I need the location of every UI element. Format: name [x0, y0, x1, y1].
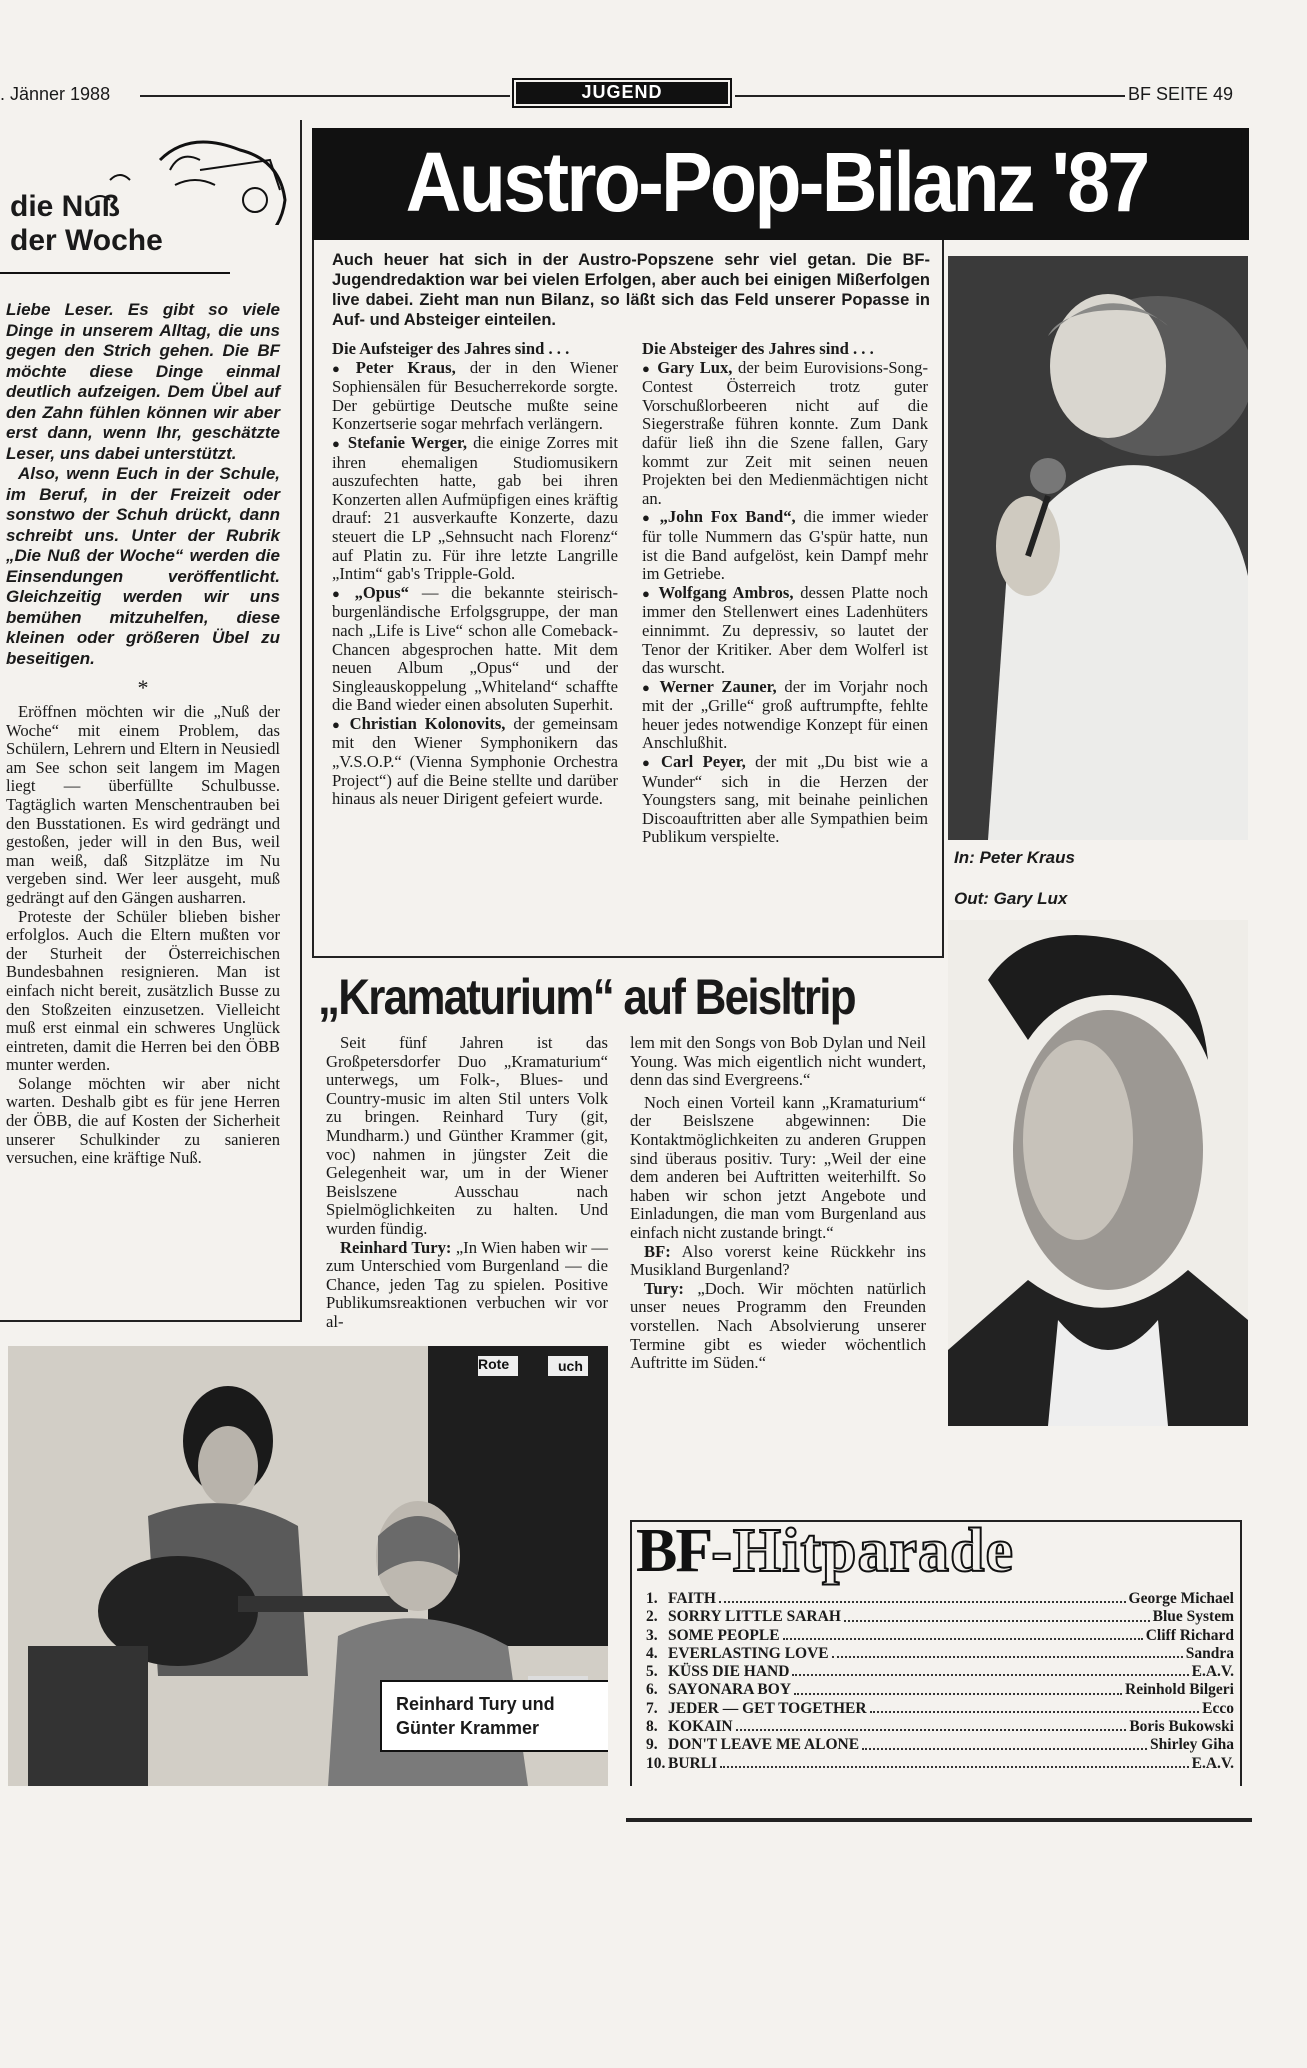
- header-rule-right: [735, 95, 1125, 97]
- nuss-title-box: [0, 190, 290, 280]
- absteiger-item: ● Werner Zauner, der im Vorjahr noch mit der „Grille“ groß auftrumpfte, fehlte heuer jedes notwendige Konzept für einen Anschlußhit.: [642, 678, 928, 753]
- aufsteiger-item: ● Peter Kraus, der in den Wiener Sophiensälen für Besucherrekorde sorgte. Der gebürtige Deutsche mußte seine Konzertserie sogar mehrfach verlängern.: [332, 359, 618, 434]
- hitparade-border: [626, 1818, 1252, 1822]
- absteiger-item: ● Wolfgang Ambros, dessen Platte noch immer den Stellenwert eines Ladenhüters einnimmt. Zu depressiv, so lautet der Tenor der Kritiker. Aber dem Wolferl ist das wurscht.: [642, 584, 928, 678]
- hitparade-entry: 8. KOKAIN Boris Bukowski: [646, 1718, 1234, 1736]
- nuss-body: [6, 300, 280, 1168]
- nuss-intro-2: Also, wenn Euch in der Schule, im Beruf, in der Freizeit oder sonstwo der Schuh drückt, dann schreibt uns. Unter der Rubrik „Die Nuß der Woche“ werden die Einsendungen veröffentlicht. Gleichzeitig werden wir uns bemühen mitzuhelfen, diese kleinen oder größeren Übel zu beseitigen.: [6, 464, 280, 668]
- caption-out: Out: Gary Lux: [954, 889, 1068, 908]
- hitparade-entry: 6. SAYONARA BOY Reinhold Bilgeri: [646, 1681, 1234, 1699]
- hitparade-entry: 5. KÜSS DIE HAND E.A.V.: [646, 1663, 1234, 1681]
- photo-peter-kraus: [948, 256, 1248, 840]
- kramaturium-headline: „Kramaturium“ auf Beisltrip: [318, 969, 855, 1025]
- aufsteiger-item: ● Stefanie Werger, die einige Zorres mit ihren ehemaligen Studiomusikern auszufechten hatte, gab bei ihren Konzerten allen Aufmüpfigen eines kräftig drauf: 21 ausverkaufte Konzerte, dazu steuert die LP „Sehnsucht nach Florenz“ auf Platin zu. Für ihre letzte Langrille „Intim“ gab's Tripple-Gold.: [332, 434, 618, 584]
- absteiger-heading: Die Absteiger des Jahres sind . . .: [642, 339, 874, 358]
- absteiger-item: ● Carl Peyer, der mit „Du bist wie a Wunder“ sich in die Herzen der Youngsters sang, mit beinahe peinlichen Discoauftritten aber alle Sympathien beim Publikum verspielte.: [642, 753, 928, 847]
- kramaturium-text-5: BF: Also vorerst keine Rückkehr ins Musikland Burgenland?: [630, 1241, 926, 1280]
- nuss-paragraph-1: Eröffnen möchten wir die „Nuß der Woche“ mit einem Problem, das Schülern, Lehrern und Eltern in Neusiedl am See schon seit langem im Magen liegt — überfüllte Schulbusse. Tagtäglich warten Menschentrauben bei den Busstationen. Es wird gedrängt und gestoßen, jeder will in den Bus, weil man weiß, daß Sitzplätze im Nu vergeben sind. Wer leer ausgeht, muß gedrängt auf den Gängen ausharren.: [6, 702, 280, 907]
- hitparade-entry: 4. EVERLASTING LOVE Sandra: [646, 1644, 1234, 1662]
- kramaturium-text-1: Seit fünf Jahren ist das Großpetersdorfer Duo „Kramaturium“ unterwegs, um Folk-, Blues- und Country-music im alten Stil unters Volk zu bringen. Reinhard Tury (git, Mundharm.) und Günther Krammer (git, voc) nahmen in jüngster Zeit die Gelegenheit war, um in der Wiener Beislszene Ausschau nach Spielmöglichkeiten zu halten. Und wurden fündig.: [326, 1033, 608, 1238]
- nuss-paragraph-3: Solange möchten wir aber nicht warten. Deshalb gibt es für jene Herren der ÖBB, die auf Kosten der Sicherheit unserer Schulkinder zu sanieren versuchen, eine kräftige Nuß.: [6, 1073, 280, 1168]
- photo-gary-lux: [948, 920, 1248, 1426]
- absteiger-item: ● Gary Lux, der beim Eurovisions-Song-Contest Österreich trotz guter Vorschußlorbeeren nicht auf die Siegerstraße führen konnte. Zum Dank dafür ließ ihn die Szene fallen, Gary kommt zur Zeit mit seinen neuen Projekten bei den Medienmächtigen nicht an.: [642, 359, 928, 509]
- duo-photo-caption: Reinhard Tury und Günter Krammer: [380, 1680, 608, 1752]
- hitparade-title-bf: BF: [636, 1517, 712, 1585]
- nuss-asterisk: *: [137, 675, 149, 700]
- photo-kramaturium-duo: [8, 1346, 608, 1786]
- header-rule-left: [140, 95, 510, 97]
- peter-kraus-figure: [948, 256, 1248, 840]
- issue-date: . Jänner 1988: [0, 84, 111, 104]
- hitparade-entry: 10. BURLI E.A.V.: [646, 1754, 1234, 1772]
- nuss-paragraph-2: Proteste der Schüler blieben bisher erfolglos. Auch die Eltern mußten vor der Sturheit der Österreichischen Bundesbahnen resignieren. Man ist einfach nicht bereit, zusätzlich Busse zu den Stoßzeiten einzusetzen. Vielleicht muß erst einmal ein schweres Unglück eintreten, damit die Herren bei den ÖBB munter werden.: [6, 906, 280, 1075]
- photo-sign-1: Rote: [478, 1356, 510, 1372]
- kramaturium-column-2: [630, 1034, 926, 1373]
- hitparade-entry: 3. SOME PEOPLE Cliff Richard: [646, 1626, 1234, 1644]
- hitparade-heading: [636, 1516, 1014, 1585]
- section-tab: [512, 78, 732, 108]
- nuss-intro: Liebe Leser. Es gibt so viele Dinge in unserem Alltag, die uns gegen den Strich gehen. Die BF möchte diese Dinge einmal deutlich aufzeigen. Dem Übel auf den Zahn fühlen können wir aber erst dann, wenn Ihr, geschätzte Leser, uns dabei unterstützt.: [6, 300, 280, 463]
- hitparade-entry: 9. DON'T LEAVE ME ALONE Shirley Giha: [646, 1736, 1234, 1754]
- nuss-title-underline: [0, 272, 230, 274]
- bilanz-headline: Austro-Pop-Bilanz '87: [312, 132, 1241, 232]
- hitparade-title-rest: -Hitparade: [711, 1517, 1014, 1585]
- aufsteiger-column: [332, 340, 618, 809]
- aufsteiger-heading: Die Aufsteiger des Jahres sind . . .: [332, 339, 570, 358]
- section-label: JUGEND: [516, 82, 728, 104]
- page-number: BF SEITE 49: [1128, 84, 1234, 104]
- nuss-title-line1: die Nuß: [10, 190, 120, 223]
- bilanz-lead: Auch heuer hat sich in der Austro-Popszene sehr viel getan. Die BF-Jugendredaktion war bei vielen Erfolgen, aber auch bei einigen Mißerfolgen live dabei. Zieht man nun Bilanz, so läßt sich das Feld unserer Popasse in Auf- und Absteiger einteilen.: [332, 251, 930, 329]
- aufsteiger-item: ● „Opus“ — die bekannte steirisch-burgenländische Erfolgsgruppe, der man nach „Life is Live“ schon alle Comeback-Chancen abgesprochen hatte. Mit dem neuen Album „Opus“ und der Singleauskoppelung „Whiteland“ schaffte die Band wieder einen absoluten Superhit.: [332, 584, 618, 715]
- hitparade-entry: 2. SORRY LITTLE SARAH Blue System: [646, 1608, 1234, 1626]
- gary-lux-figure: [948, 920, 1248, 1426]
- bilanz-headline-bar: [312, 128, 1249, 240]
- aufsteiger-item: ● Christian Kolonovits, der gemeinsam mit den Wiener Symphonikern das „V.S.O.P.“ (Vienna Symphonie Orchestra Project“) auf die Beine stellte und darüber hinaus als neuer Dirigent gefeiert wurde.: [332, 715, 618, 809]
- hitparade-list: [646, 1590, 1234, 1773]
- kramaturium-text-2: Reinhard Tury: „In Wien haben wir — zum Unterschied vom Burgenland — die Chance, jeden Tag zu spielen. Positive Publikumsreaktionen verbuchen wir vor al-: [326, 1237, 608, 1331]
- kramaturium-text-3: lem mit den Songs von Bob Dylan und Neil Young. Was mich eigentlich nicht wundert, denn das sind Evergreens.“: [630, 1033, 926, 1090]
- kramaturium-text-6: Tury: „Doch. Wir möchten natürlich unser neues Programm den Freunden vorstellen. Nach Absolvierung unserer Termine gibt es wieder wöchentlich Auftritte im Süden.“: [630, 1278, 926, 1373]
- kramaturium-text-4: Noch einen Vorteil kann „Kramaturium“ der Beislszene abgewinnen: Die Kontaktmöglichkeiten zu anderen Gruppen sind überaus positiv. Tury: „Weil der eine dem anderen bei Auftritten weiterhilft. So haben wir schon jetzt Angebote und Einladungen, die man vom Burgenland aus einfach nicht zustande bringt.“: [630, 1092, 926, 1242]
- photo-sign-2: uch: [558, 1358, 583, 1374]
- hitparade-entry: 1. FAITH George Michael: [646, 1590, 1234, 1607]
- caption-in: In: Peter Kraus: [954, 848, 1075, 867]
- absteiger-item: ● „John Fox Band“, die immer wieder für tolle Nummern das G'spür hatte, nun ist die Band aufgelöst, kein Dampf mehr im Getriebe.: [642, 508, 928, 583]
- absteiger-column: [642, 340, 928, 847]
- hitparade-block: [626, 1818, 1248, 2068]
- kramaturium-column-1: [326, 1034, 608, 1332]
- hitparade-entry: 7. JEDER — GET TOGETHER Ecco: [646, 1699, 1234, 1717]
- nuss-title-line2: der Woche: [10, 224, 163, 257]
